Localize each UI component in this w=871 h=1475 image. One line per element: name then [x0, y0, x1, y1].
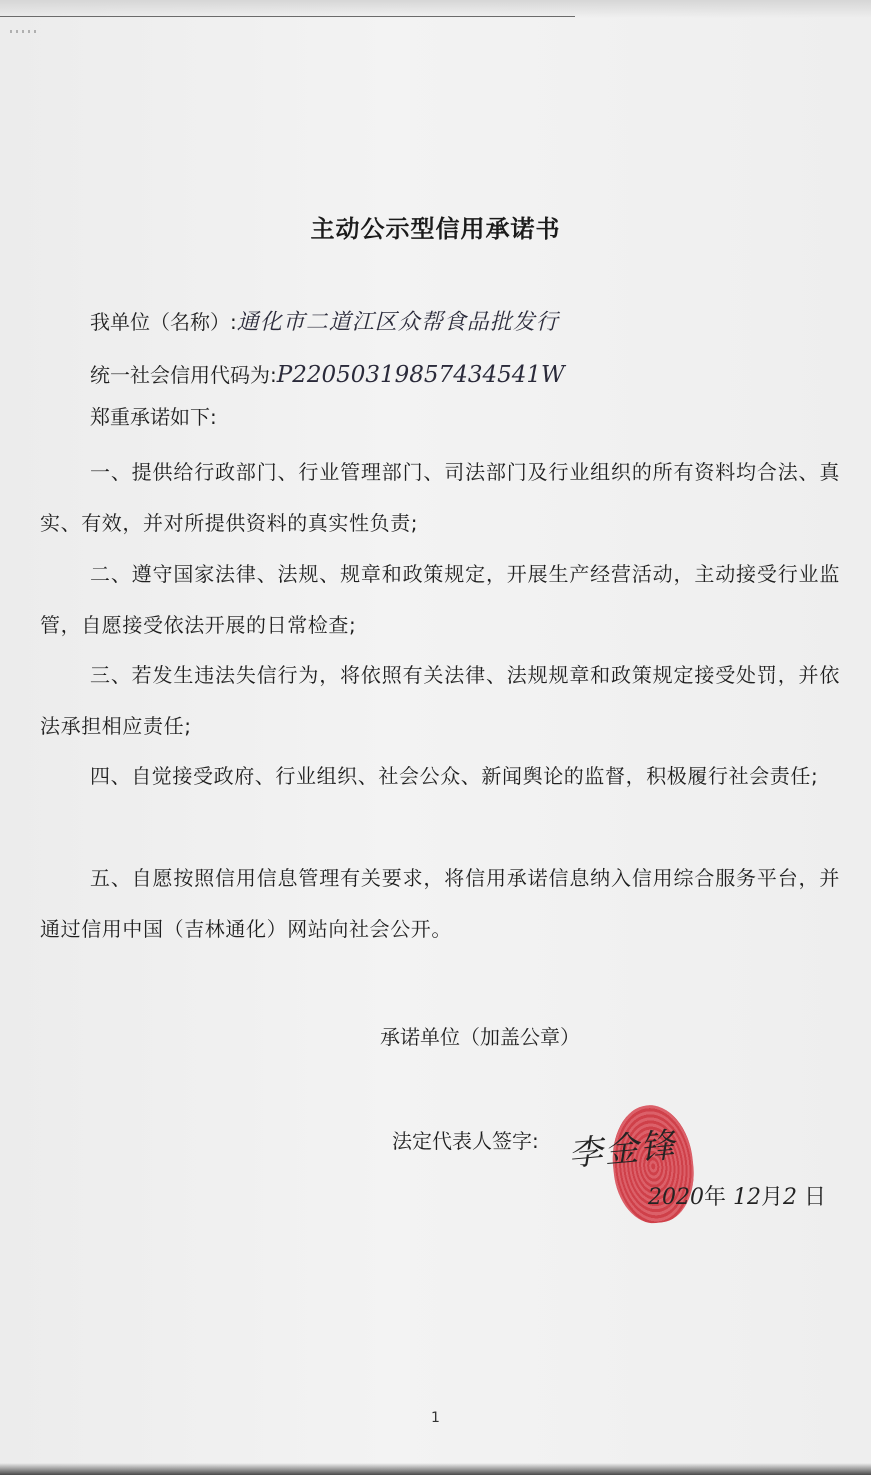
unit-name-line [90, 307, 559, 338]
credit-code-value: P22050319857434541W [276, 362, 565, 388]
date-day: 2 [783, 1185, 798, 1210]
top-rule [0, 16, 575, 17]
date-day-char: 日 [804, 1185, 827, 1210]
commitment-item: 二、遵守国家法律、法规、规章和政策规定，开展生产经营活动，主动接受行业监管，自愿接受依法开展的日常检查; [40, 562, 840, 637]
commitment-intro: 郑重承诺如下: [90, 405, 217, 429]
scan-speck [10, 30, 36, 33]
document-title: 主动公示型信用承诺书 [310, 215, 561, 243]
signature-label: 法定代表人签字: [392, 1129, 539, 1153]
unit-name-value: 通化市二道江区众帮食品批发行 [236, 310, 559, 335]
bottom-shadow [0, 1463, 871, 1475]
date-month-char: 月 [761, 1185, 784, 1210]
date-year-char: 年 [704, 1185, 727, 1210]
commitment-item: 五、自愿按照信用信息管理有关要求，将信用承诺信息纳入信用综合服务平台，并通过信用中国（吉林通化）网站向社会公开。 [40, 866, 840, 941]
seal-label: 承诺单位（加盖公章） [380, 1025, 580, 1049]
date-month: 12 [733, 1185, 762, 1210]
commitment-item: 四、自觉接受政府、行业组织、社会公众、新闻舆论的监督，积极履行社会责任; [90, 764, 819, 788]
unit-name-label: 我单位（名称）: [90, 310, 237, 334]
date-year: 2020 [648, 1185, 704, 1210]
signing-date [648, 1182, 826, 1214]
page-number: 1 [431, 1410, 440, 1426]
commitment-item: 一、提供给行政部门、行业管理部门、司法部门及行业组织的所有资料均合法、真实、有效，并对所提供资料的真实性负责; [40, 460, 840, 535]
commitment-item: 三、若发生违法失信行为，将依照有关法律、法规规章和政策规定接受处罚，并依法承担相应责任; [40, 663, 840, 738]
handwritten-signature: 李金锋 [566, 1125, 678, 1175]
credit-code-line [90, 360, 565, 390]
credit-code-label: 统一社会信用代码为: [90, 363, 277, 387]
